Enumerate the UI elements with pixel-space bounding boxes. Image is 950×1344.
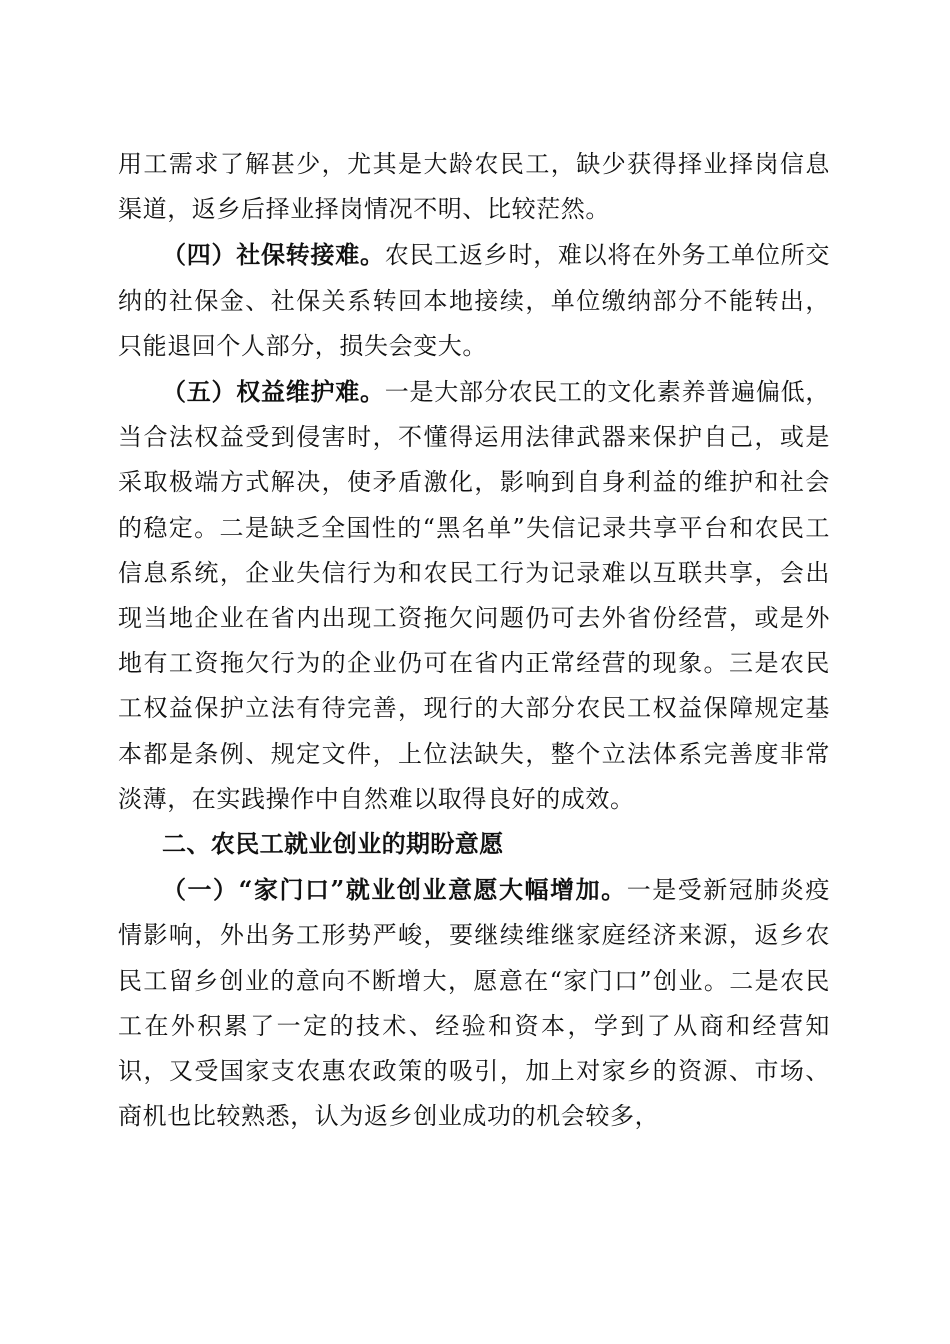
paragraph-text: 一是大部分农民工的文化素养普遍偏低，当合法权益受到侵害时，不懂得运用法律武器来保护自己，或是采取极端方式解决，使矛盾激化，影响到自身利益的维护和社会的稳定。二是缺乏全国性的“黑名单”失信记录共享平台和农民工信息系统，企业失信行为和农民工行为记录难以互联共享，会出现当地企业在省内出现工资拖欠问题仍可去外省份经营，或是外地有工资拖欠行为的企业仍可在省内正常经营的现象。三是农民工权益保护立法有待完善，现行的大部分农民工权益保障规定基本都是条例、规定文件，上位法缺失，整个立法体系完善度非常淡薄，在实践操作中自然难以取得良好的成效。: [118, 378, 830, 813]
paragraph-rights-protection: [118, 369, 830, 822]
paragraph-text: 一是受新冠肺炎疫情影响，外出务工形势严峻，要继续维继家庭经济来源，返乡农民工留乡创业的意向不断增大，愿意在“家门口”创业。二是农民工在外积累了一定的技术、经验和资本，学到了从商和经营知识，又受国家支农惠农政策的吸引，加上对家乡的资源、市场、商机也比较熟悉，认为返乡创业成功的机会较多，: [118, 876, 830, 1131]
paragraph-continuation: [118, 142, 830, 232]
document-page: [118, 142, 830, 1139]
paragraph-text: 农民工返乡时，难以将在外务工单位所交纳的社保金、社保关系转回本地接续，单位缴纳部分不能转出，只能退回个人部分，损失会变大。: [118, 241, 830, 360]
paragraph-text: 用工需求了解甚少，尤其是大龄农民工，缺少获得择业择岗信息渠道，返乡后择业择岗情况不明、比较茫然。: [118, 150, 830, 224]
section-heading: 二、农民工就业创业的期盼意愿: [162, 830, 504, 859]
paragraph-home-employment: [118, 867, 830, 1139]
paragraph-lead: （四）社保转接难。: [162, 240, 385, 270]
paragraph-social-security: [118, 232, 830, 369]
paragraph-lead: （五）权益维护难。: [162, 377, 385, 407]
paragraph-lead: （一）“家门口”就业创业意愿大幅增加。: [162, 875, 627, 905]
